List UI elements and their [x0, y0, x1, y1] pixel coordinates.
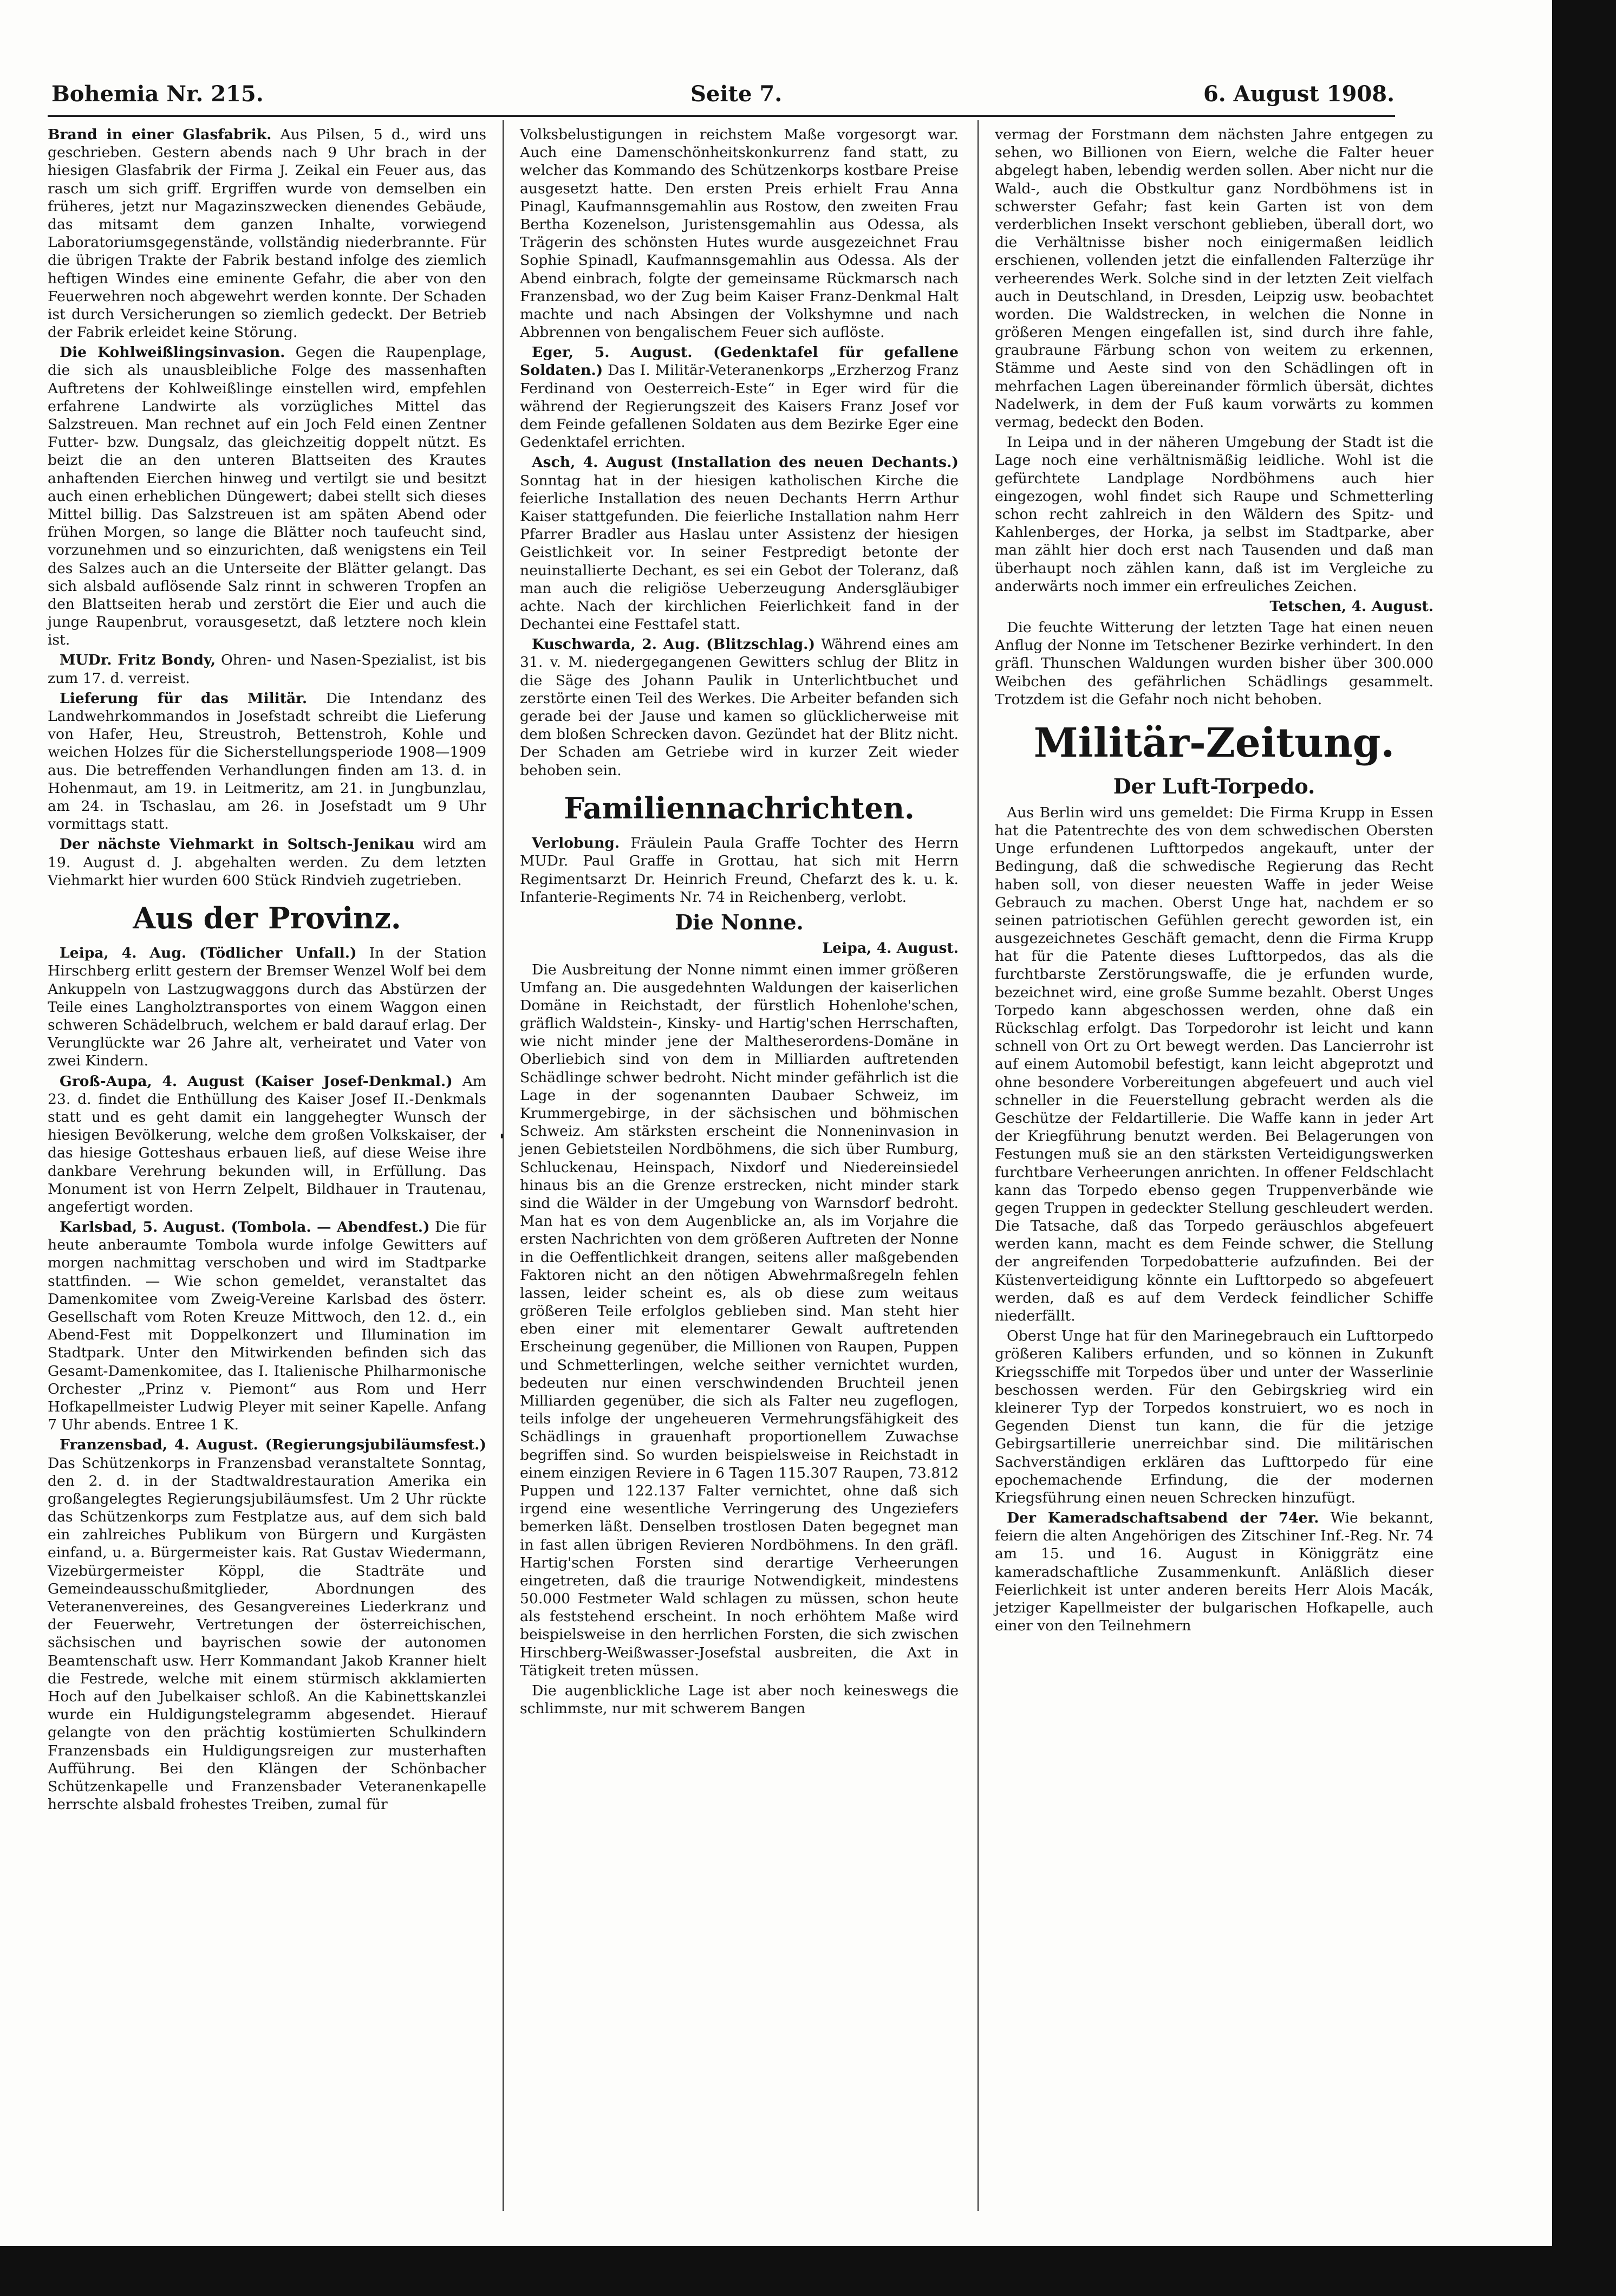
article-luft-torpedo: Aus Berlin wird uns gemeldet: Die Firma Krupp in Essen hat die Patentrechte des von dem schwedischen Obersten Unge erfundenen Lufttorpedos angekauft, unter der Bedingung, daß die schwedische Regierung das Recht haben soll, von dieser neuesten Waffe in jeder Weise Gebrauch zu machen. Oberst Unge hat, nachdem er so seinen patriotischen Gefühlen gerecht geworden ist, ein ausgezeichnetes Geschäft gemacht, denn die Firma Krupp hat für die Patente dieses Lufttorpedos, das als die furchtbarste Zerstörungswaffe, die je erfunden wurde, bezeichnet wird, eine große Summe bezahlt. Oberst Unges Torpedo kann abgeschossen werden, ohne daß ein Rückschlag erfolgt. Das Torpedorohr ist leicht und kann schnell von Ort zu Ort bewegt werden. Das Lancierrohr ist auf einem Automobil befestigt, kann leicht abgeprotzt und ohne besondere Vorbereitungen abgefeuert und auch viel schneller in die Feuerstellung gebracht werden als die Geschütze der Feldartillerie. Die Waffe kann in jeder Art der Kriegführung benutzt werden. Bei Belagerungen von Festungen muß sie an den stärksten Verteidigungswerken furchtbare Verheerungen anrichten. In offener Feldschlacht kann das Torpedo ebenso gegen Truppenverbände wie gegen Truppen in gedeckter Stellung geschleudert werden. Die Tatsache, daß das Torpedo geräuschlos abgefeuert werden kann, macht es dem Feinde schwer, die Stellung der angreifenden Torpedobatterie aufzufinden. Bei der Küstenverteidigung könnte ein Lufttorpedo so abgefeuert werden, daß es auf dem Verdeck feindlicher Schiffe niederfällt. — [995, 804, 1433, 1325]
article-nonne-leipa: Die Ausbreitung der Nonne nimmt einen immer größeren Umfang an. Die ausgedehnten Waldungen der kaiserlichen Domäne in Reichstadt, der fürstlich Hohenlohe'schen, gräflich Waldstein-, Kinsky- und Hartig'schen Herrschaften, wie nicht minder jene der Maltheserordens-Domäne in Oberliebich sind von dem in Milliarden auftretenden Schädlinge schwer bedroht. Nicht minder gefährlich ist die Lage in der sogenannten Daubaer Schweiz, im Krummergebirge, in der sächsischen und böhmischen Schweiz. Am stärksten erscheint die Nonneninvasion in jenen Gebietsteilen Nordböhmens, die sich über Rumburg, Schluckenau, Heinspach, Nixdorf und Niedereinsiedel hinaus bis an die Grenze erstrecken, nicht minder stark sind die Wälder in der Umgebung von Warnsdorf bedroht. Man hat es von dem Augenblicke an, als im Vorjahre die ersten Nachrichten von dem größeren Auftreten der Nonne in die Oeffentlichkeit drangen, seitens aller maßgebenden Faktoren nicht an den nötigen Abwehrmaßregeln fehlen lassen, leider scheint es, als ob diese zum weitaus größeren Teile erfolglos geblieben sind. Man steht hier eben einer mit elementarer Gewalt auftretenden Erscheinung gegenüber, die Millionen von Raupen, Puppen und Schmetterlingen, welche seither vernichtet wurden, bedeuten nur einen verschwindenden Bruchteil jenen Milliarden gegenüber, die sich als Falter neu zugeflogen, teils infolge der ungeheueren Vermehrungsfähigkeit des Schädlings in grauenhaft proportionellem Zuwachse begriffen sind. So wurden beispielsweise in Reichstadt in einem einzigen Reviere in 6 Tagen 115.307 Raupen, 73.812 Puppen und 122.137 Falter vernichtet, ohne daß sich irgend eine wesentliche Verringerung des Ungeziefers bemerken läßt. Denselben trostlosen Daten begegnet man in fast allen übrigen Revieren Nordböhmens. In den gräfl. Hartig'schen Forsten sind derartige Verheerungen eingetreten, daß die traurige Notwendigkeit, mindestens 50.000 Festmeter Wald schlagen zu müssen, schon heute als feststehend erscheint. In noch erhöhtem Maße wird beispielsweise in den herrlichen Forsten, die sich zwischen Hirschberg-Weißwasser-Josefstal ausbreiten, die Axt in Tätigkeit treten müssen. — [520, 961, 959, 1679]
article-asch: Asch, 4. August (Installation des neuen Dechants.) Sonntag hat in der hiesigen katholischen Kirche die feierliche Installation des neuen Dechants Herrn Arthur Kaiser stattgefunden. Die feierliche Installation nahm Herr Pfarrer Bradler aus Haslau unter Assistenz der hiesigen Geistlichkeit vor. In seiner Festpredigt betonte der neuinstallierte Dechant, es sei ein Gebot der Toleranz, daß man auch die religiöse Ueberzeugung Andersgläubiger achte. Nach der kirchlichen Feierlichkeit fand in der Dechantei eine Festtafel statt. — [520, 454, 959, 633]
article-eger: Eger, 5. August. (Gedenktafel für gefallene Soldaten.) Das I. Militär-Veteranenkorps „Erzherzog Franz Ferdinand von Oesterreich-Este“ in Eger wird für die während der Regierungszeit des Kaisers Franz Josef vor dem Feinde gefallenen Soldaten aus dem Bezirke Eger eine Gedenktafel errichten. — [520, 344, 959, 451]
article-nonne-tetschen: Die feuchte Witterung der letzten Tage hat einen neuen Anflug der Nonne im Tetschener Bezirke verhindert. In den gräfl. Thunschen Waldungen wurden bisher über 300.000 Weibchen des gefährlichen Schädlings gesammelt. Trotzdem ist die Gefahr noch nicht behoben. — [995, 619, 1433, 708]
section-title-militaer-zeitung: Militär-Zeitung. — [1033, 720, 1395, 766]
stray-mark: ' — [499, 1131, 505, 1150]
article-kameradschaftsabend: Der Kameradschaftsabend der 74er. Wie bekannt, feiern die alten Angehörigen des Zitschiner Inf.-Reg. Nr. 74 am 15. und 16. August in Königgrätz eine kameradschaftliche Zusammenkunft. Anläßlich dieser Feierlichkeit ist unter anderen bereits Herr Alois Macák, jetziger Kapellmeister der bulgarischen Hofkapelle, auch einer von den Teilnehmern — [995, 1510, 1433, 1635]
column-1 — [48, 126, 486, 1816]
column-rule-1 — [503, 120, 504, 2211]
article-gross-aupa: Groß-Aupa, 4. August (Kaiser Josef-Denkmal.) Am 23. d. findet die Enthüllung des Kaiser Josef II.-Denkmals statt und es geht damit ein langgehegter Wunsch der hiesigen Bevölkerung, welche dem großen Volkskaiser, der das hiesige Gotteshaus erbauen ließ, auf diese Weise ihre dankbare Verehrung bekunden will, in Erfüllung. Das Monument ist von Herrn Zelpelt, Bildhauer in Trautenau, angefertigt worden. — [48, 1072, 486, 1215]
article-kuschwarda: Kuschwarda, 2. Aug. (Blitzschlag.) Während eines am 31. v. M. niedergegangenen Gewitters schlug der Blitz in die Säge des Johann Paulik in Unterlichtbuchet und zerstörte einen Teil des Werkes. Die Arbeiter befanden sich gerade bei der Jause und kamen so glücklicherweise mit dem bloßen Schrecken davon. Gezündet hat der Blitz nicht. Der Schaden am Getriebe wird in kurzer Zeit wieder behoben sein. — [520, 636, 959, 779]
header-issue: Bohemia Nr. 215. — [51, 81, 264, 107]
article-karlsbad: Karlsbad, 5. August. (Tombola. — Abendfest.) Die für heute anberaumte Tombola wurde infolge Gewitters auf morgen nachmittag verschoben und wird im Stadtparke stattfinden. — Wie schon gemeldet, veranstaltet das Damenkomitee vom Zweig-Vereine Karlsbad des österr. Gesellschaft vom Roten Kreuze Mittwoch, den 12. d., ein Abend-Fest mit Doppelkonzert und Illumination im Stadtpark. Unter den Mitwirkenden befinden sich das Gesamt-Damenkomitee, das I. Italienische Philharmonische Orchester „Prinz v. Piemont“ aus Rom und Herr Hofkapellmeister Ludwig Pleyer mit seiner Kapelle. Anfang 7 Uhr abends. Entree 1 K. — [48, 1219, 486, 1434]
article-lieferung: Lieferung für das Militär. Die Intendanz des Landwehrkommandos in Josefstadt schreibt die Lieferung von Hafer, Heu, Streustroh, Bettenstroh, Kohle und weichen Holzes für die Sicherstellungsperiode 1908—1909 aus. Die betreffenden Verhandlungen finden am 13. d. in Hohenmaut, am 19. in Leitmeritz, am 21. in Jungbunzlau, am 24. in Tschaslau, am 26. in Josefstadt um 9 Uhr vormittags statt. — [48, 690, 486, 833]
section-title-provinz: Aus der Provinz. — [133, 900, 401, 935]
section-title-familiennachrichten: Familiennachrichten. — [564, 790, 915, 825]
header-page-number: Seite 7. — [690, 81, 783, 107]
column-3 — [995, 126, 1433, 1637]
notice-bondy: MUDr. Fritz Bondy, Ohren- und Nasen-Spezialist, ist bis zum 17. d. verreist. — [48, 652, 486, 687]
column-2 — [520, 126, 959, 1720]
article-luft-torpedo-marine: Oberst Unge hat für den Marinegebrauch ein Lufttorpedo größeren Kalibers erfunden, und so können in Zukunft Kriegsschiffe mit Torpedos über und unter der Wasserlinie beschossen werden. Für den Gebirgskrieg wird ein kleinerer Typ der Torpedos konstruiert, wo es noch in Gegenden Dienst tun kann, die für die jetzige Gebirgsartillerie unerreichbar sind. Die militärischen Sachverständigen erklären das Lufttorpedo für eine epochemachende Erfindung, die der modernen Kriegsführung einen neuen Schrecken hinzufügt. — [995, 1328, 1433, 1506]
notice-verlobung: Verlobung. Fräulein Paula Graffe Tochter des Herrn MUDr. Paul Graffe in Grottau, hat sich mit Herrn Regimentsarzt Dr. Heinrich Freund, Chefarzt des k. u. k. Infanterie-Regiments Nr. 74 in Reichenberg, verlobt. — [520, 835, 959, 906]
scan-border-bottom — [0, 2246, 1616, 2296]
article-nonne-umgebung: In Leipa und in der näheren Umgebung der Stadt ist die Lage noch eine verhältnismäßig leidliche. Wohl ist die gefürchtete Landplage Nordböhmens auch hier eingezogen, wohl findet sich Raupe und Schmetterling schon recht zahlreich in den Wäldern des Spitz- und Kahlenberges, der Horka, ja selbst im Stadtparke, aber man zählt hier doch erst nach Tausenden und daß man überhaupt noch zählen kann, daß ist im Vergleiche zu anderwärts noch immer ein erfreuliches Zeichen. — [995, 434, 1433, 595]
article-franzensbad: Franzensbad, 4. August. (Regierungsjubiläumsfest.) Das Schützenkorps in Franzensbad veranstaltete Sonntag, den 2. d. in der Stadtwaldrestauration Amerika ein großangelegtes Regierungsjubiläumsfest. Um 2 Uhr rückte das Schützenkorps zum Festplatze aus, auf dem sich bald ein zahlreiches Publikum von Bürgern und Kurgästen einfand, u. a. Bürgermeister kais. Rat Gustav Wiedermann, Vizebürgermeister Köppl, die Stadträte und Gemeindeausschußmitglieder, Abordnungen des Veteranenvereines, des Gesangvereines Liederkranz und der Feuerwehr, Vertretungen der österreichischen, sächsischen und bayrischen sowie der autonomen Beamtenschaft usw. Herr Kommandant Jakob Kranner hielt die Festrede, welche mit einem stürmisch akklamierten Hoch auf den Jubelkaiser schloß. An die Kabinettskanzlei wurde ein Huldigungstelegramm abgesendet. Hierauf gelangte von den prächtig kostümierten Schulkindern Franzensbads ein Huldigungsreigen zur musterhaften Aufführung. Bei den Klängen der Schönbacher Schützenkapelle und Franzensbader Veteranenkapelle herrschte alsbald frohestes Treiben, zumal für — [48, 1436, 486, 1813]
article-viehmarkt: Der nächste Viehmarkt in Soltsch-Jenikau wird am 19. August d. J. abgehalten werden. Zu dem letzten Viehmarkt hier wurden 600 Stück Rindvieh zugetrieben. — [48, 836, 486, 889]
article-glasfabrik: Brand in einer Glasfabrik. Aus Pilsen, 5 d., wird uns geschrieben. Gestern abends nach 9 Uhr brach in der hiesigen Glasfabrik der Firma J. Zeikal ein Feuer aus, das rasch um sich griff. Ergriffen wurde von demselben ein früheres, jetzt nur Magazinszwecken dienendes Gebäude, das mitsamt dem ganzen Inhalte, vorwiegend Laboratoriumsgegenstände, vollständig niederbrannte. Für die übrigen Trakte der Fabrik bestand infolge des ziemlich heftigen Windes eine eminente Gefahr, die aber von den Feuerwehren noch abgewehrt werden konnte. Der Schaden ist durch Versicherungen so ziemlich gedeckt. Der Betrieb der Fabrik erleidet keine Störung. — [48, 126, 486, 341]
subsection-title-nonne: Die Nonne. — [675, 909, 804, 934]
dateline-tetschen: Tetschen, 4. August. — [1269, 597, 1433, 615]
column-rule-2 — [978, 120, 979, 2211]
dateline-leipa: Leipa, 4. August. — [822, 940, 959, 957]
header-rule — [48, 115, 1395, 117]
page-header — [51, 81, 1395, 112]
article-kohlweisslinge: Die Kohlweißlingsinvasion. Gegen die Raupenplage, die sich als unausbleibliche Folge des massenhaften Auftretens der Kohlweißlinge einstellen wird, empfehlen erfahrene Landwirte als vorzügliches Mittel das Salzstreuen. Man rechnet auf ein Joch Feld einen Zentner Futter- bzw. Dungsalz, das gleichzeitig doppelt nützt. Es beizt die an den unteren Blattseiten des Krautes anhaftenden Eierchen hinweg und vertilgt sie und besitzt auch einen erheblichen Düngewert; dabei stellt sich dieses Mittel billig. Das Salzstreuen ist am späten Abend oder frühen Morgen, so lange die Blätter noch taufeucht sind, vorzunehmen und so einzurichten, daß wenigstens ein Teil des Salzes auch an die Unterseite der Blätter gelangt. Das sich alsbald auflösende Salz rinnt in schweren Tropfen an den Blattseiten herab und zerstört die Eier und auch die junge Raupenbrut, vorausgesetzt, daß letztere noch klein ist. — [48, 344, 486, 649]
article-franzensbad-continued: Volksbelustigungen in reichstem Maße vorgesorgt war. Auch eine Damenschönheitskonkurrenz fand statt, zu welcher das Kommando des Schützenkorps kostbare Preise ausgesetzt hatte. Den ersten Preis erhielt Frau Anna Pinagl, Kaufmannsgemahlin aus Rostow, den zweiten Frau Bertha Kozenelson, Juristensgemahlin aus Odessa, als Trägerin des schönsten Hutes wurde ausgezeichnet Frau Sophie Spinadl, Kaufmannsgemahlin aus Odessa. Als der Abend einbrach, folgte der gemeinsame Rückmarsch nach Franzensbad, wo der Zug beim Kaiser Franz-Denkmal Halt machte und nach Absingen der Volkshymne und nach Abbrennen von bengalischem Feuer sich auflöste. — [520, 126, 959, 341]
article-nonne-continued: vermag der Forstmann dem nächsten Jahre entgegen zu sehen, wo Billionen von Eiern, welche die Falter heuer abgelegt haben, lebendig werden sollen. Aber nicht nur die Wald-, auch die Obstkultur ganz Nordböhmens ist in schwerster Gefahr; fast kein Garten ist von dem verderblichen Insekt verschont geblieben, überall dort, wo die Verhältnisse bisher noch einigermaßen leidlich erschienen, vollenden jetzt die einfallenden Falterzüge ihr verheerendes Werk. Solche sind in der letzten Zeit vielfach auch in Deutschland, in Dresden, Leipzig usw. beobachtet worden. Die Waldstrecken, in welchen die Nonne in größeren Mengen eingefallen ist, sind durch ihre fahle, graubraune Färbung schon von weitem zu erkennen, Stämme und Aeste sind von den Schädlingen oft in mehrfachen Lagen übereinander förmlich übersät, dichtes Nadelwerk, in dem der Fuß kaum vorwärts zu kommen vermag, bedeckt den Boden. — [995, 126, 1433, 431]
article-nonne-lage: Die augenblickliche Lage ist aber noch keineswegs die schlimmste, nur mit schwerem Bangen — [520, 1682, 959, 1718]
subsection-title-luft-torpedo: Der Luft-Torpedo. — [1113, 774, 1315, 799]
article-leipa-unfall: Leipa, 4. Aug. (Tödlicher Unfall.) In der Station Hirschberg erlitt gestern der Bremser Wenzel Wolf bei dem Ankuppeln von Lastzugwaggons durch das Abstürzen der Teile eines Langholztransportes von einem Waggon einen schweren Schädelbruch, welchem er bald darauf erlag. Der Verunglückte war 26 Jahre alt, verheiratet und Vater von zwei Kindern. — [48, 945, 486, 1070]
scan-border-right — [1552, 0, 1616, 2296]
header-date: 6. August 1908. — [1203, 81, 1395, 107]
